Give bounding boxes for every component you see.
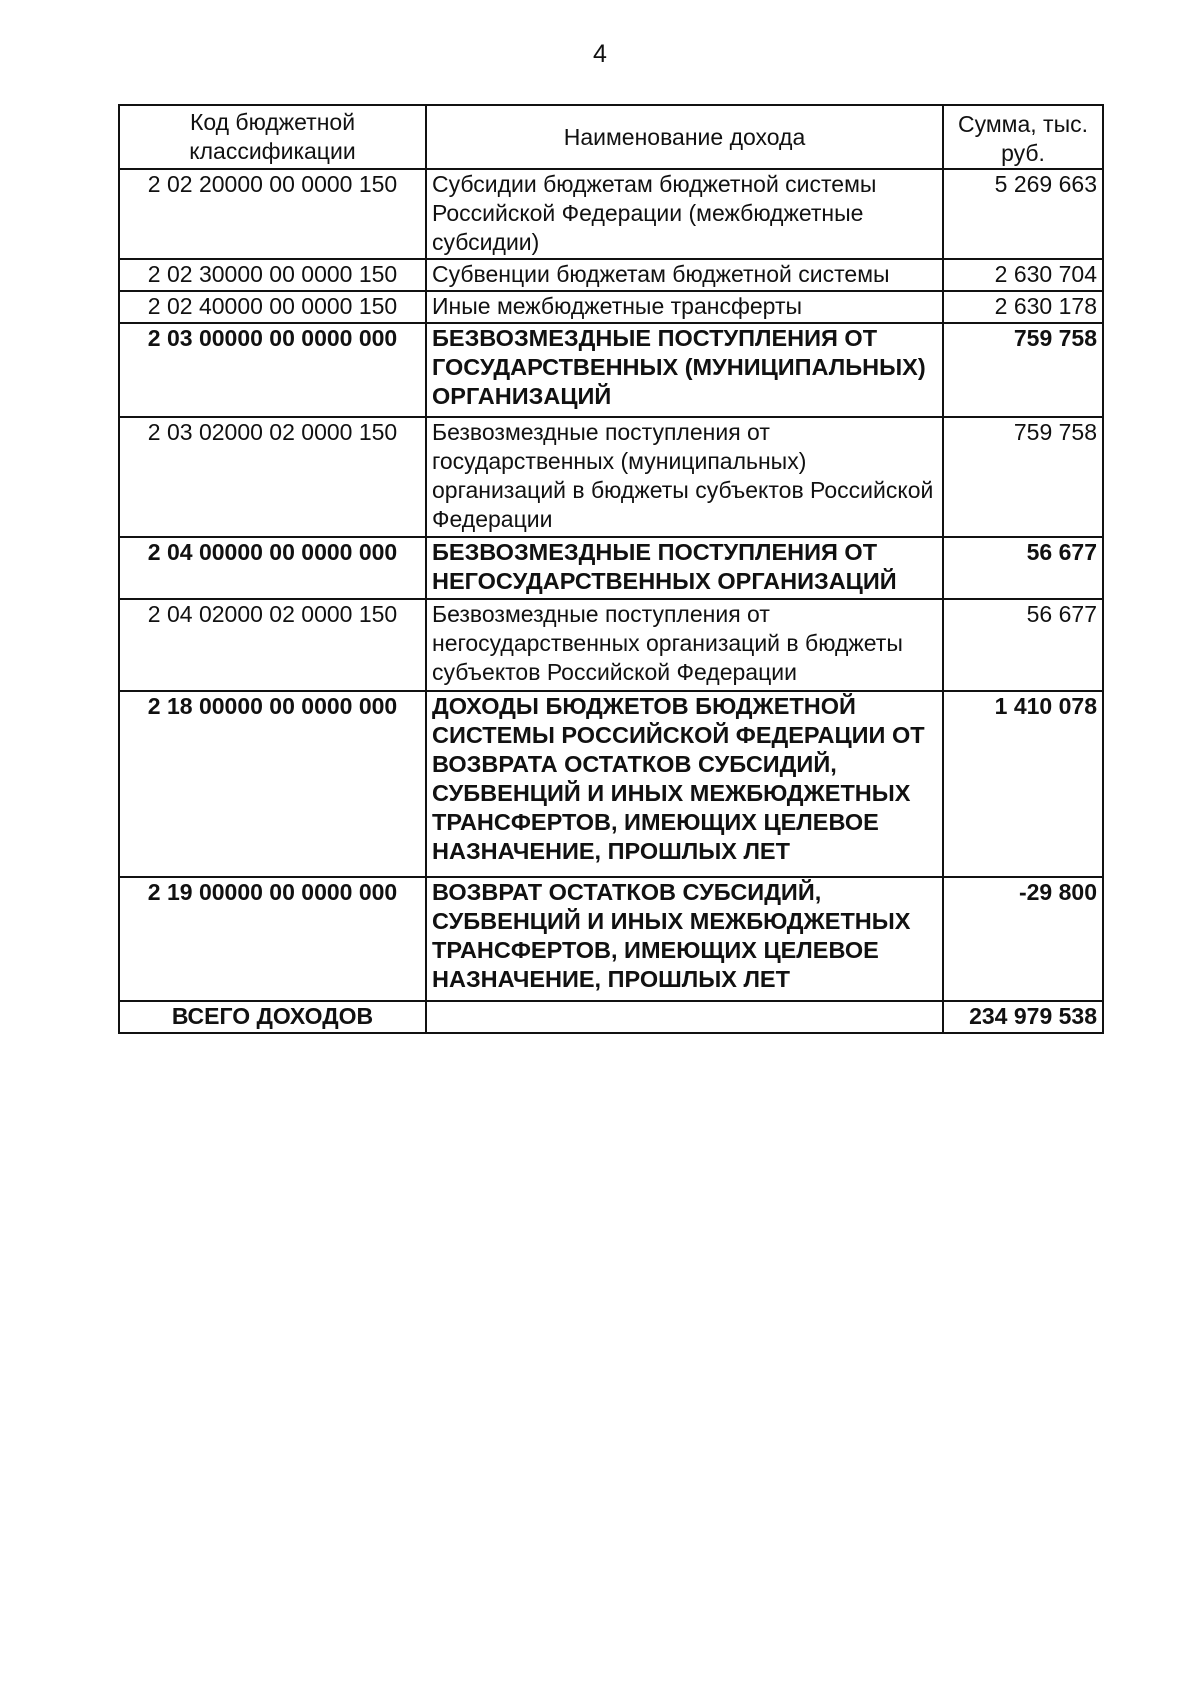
table-row [119, 417, 1103, 537]
total-row [119, 1001, 1103, 1033]
row-sum: 56 677 [943, 537, 1103, 599]
table-row [119, 599, 1103, 691]
row-code: 2 19 00000 00 0000 000 [119, 877, 426, 1001]
row-sum: 759 758 [943, 417, 1103, 537]
row-code: 2 18 00000 00 0000 000 [119, 691, 426, 877]
row-name: БЕЗВОЗМЕЗДНЫЕ ПОСТУПЛЕНИЯ ОТ НЕГОСУДАРСТВЕННЫХ ОРГАНИЗАЦИЙ [426, 537, 943, 599]
row-code: 2 02 30000 00 0000 150 [119, 259, 426, 291]
table-row [119, 323, 1103, 417]
row-name: ВОЗВРАТ ОСТАТКОВ СУБСИДИЙ, СУБВЕНЦИЙ И ИНЫХ МЕЖБЮДЖЕТНЫХ ТРАНСФЕРТОВ, ИМЕЮЩИХ ЦЕЛЕВОЕ НАЗНАЧЕНИЕ, ПРОШЛЫХ ЛЕТ [426, 877, 943, 1001]
row-sum: 2 630 178 [943, 291, 1103, 323]
total-sum: 234 979 538 [943, 1001, 1103, 1033]
row-sum: 56 677 [943, 599, 1103, 691]
table-row [119, 169, 1103, 259]
row-code: 2 04 02000 02 0000 150 [119, 599, 426, 691]
row-sum: 759 758 [943, 323, 1103, 417]
row-name: Субсидии бюджетам бюджетной системы Российской Федерации (межбюджетные субсидии) [426, 169, 943, 259]
row-name: Иные межбюджетные трансферты [426, 291, 943, 323]
row-sum: 1 410 078 [943, 691, 1103, 877]
table-row [119, 877, 1103, 1001]
total-name [426, 1001, 943, 1033]
table-row [119, 691, 1103, 877]
row-code: 2 03 00000 00 0000 000 [119, 323, 426, 417]
header-code: Код бюджетной классификации [119, 105, 426, 169]
row-name: Безвозмездные поступления от государственных (муниципальных) организаций в бюджеты субъектов Российской Федерации [426, 417, 943, 537]
row-sum: -29 800 [943, 877, 1103, 1001]
header-name: Наименование дохода [426, 105, 943, 169]
row-code: 2 04 00000 00 0000 000 [119, 537, 426, 599]
row-name: БЕЗВОЗМЕЗДНЫЕ ПОСТУПЛЕНИЯ ОТ ГОСУДАРСТВЕННЫХ (МУНИЦИПАЛЬНЫХ) ОРГАНИЗАЦИЙ [426, 323, 943, 417]
table-row [119, 291, 1103, 323]
row-sum: 2 630 704 [943, 259, 1103, 291]
row-name: Субвенции бюджетам бюджетной системы [426, 259, 943, 291]
page-number: 4 [593, 40, 607, 68]
table-row [119, 537, 1103, 599]
table-row [119, 259, 1103, 291]
table-header-row [119, 105, 1103, 169]
total-label: ВСЕГО ДОХОДОВ [119, 1001, 426, 1033]
row-name: ДОХОДЫ БЮДЖЕТОВ БЮДЖЕТНОЙ СИСТЕМЫ РОССИЙСКОЙ ФЕДЕРАЦИИ ОТ ВОЗВРАТА ОСТАТКОВ СУБСИДИЙ, СУБВЕНЦИЙ И ИНЫХ МЕЖБЮДЖЕТНЫХ ТРАНСФЕРТОВ, ИМЕЮЩИХ ЦЕЛЕВОЕ НАЗНАЧЕНИЕ, ПРОШЛЫХ ЛЕТ [426, 691, 943, 877]
row-sum: 5 269 663 [943, 169, 1103, 259]
revenue-table [118, 104, 1104, 1034]
row-code: 2 03 02000 02 0000 150 [119, 417, 426, 537]
row-code: 2 02 20000 00 0000 150 [119, 169, 426, 259]
row-code: 2 02 40000 00 0000 150 [119, 291, 426, 323]
header-sum: Сумма, тыс. руб. [943, 105, 1103, 169]
row-name: Безвозмездные поступления от негосударственных организаций в бюджеты субъектов Российской Федерации [426, 599, 943, 691]
